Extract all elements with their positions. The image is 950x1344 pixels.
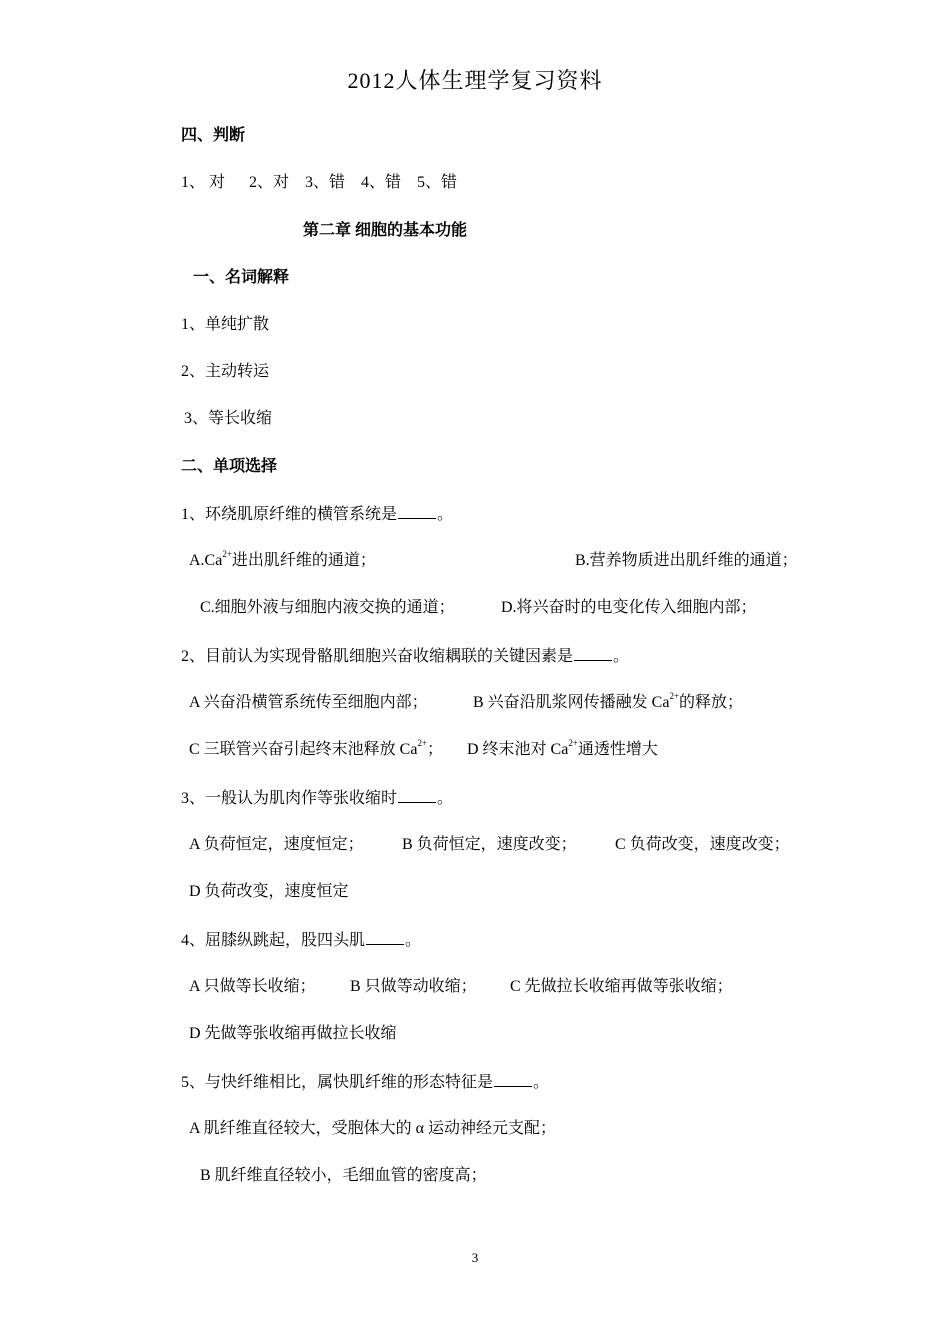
q4-option-c: C 先做拉长收缩再做等张收缩； xyxy=(510,978,733,995)
answer-blank xyxy=(366,930,404,945)
term-item-1: 1、单纯扩散 xyxy=(181,316,270,333)
question-4-stem: 4、屈膝纵跳起，股四头肌 xyxy=(181,932,366,949)
q2-option-d: D 终末池对 $Ca^{2+}$通透性增大 xyxy=(467,737,658,758)
term-item-2: 2、主动转运 xyxy=(181,363,270,380)
page-number: 3 xyxy=(471,1250,479,1265)
q1-option-c: C.细胞外液与细胞内液交换的通道； xyxy=(200,599,455,616)
q1-option-a: $A.Ca^{2+}$进出肌纤维的通道； xyxy=(189,548,376,569)
q2-option-a: A 兴奋沿横管系统传至细胞内部； xyxy=(189,694,428,711)
q1-option-b: B.营养物质进出肌纤维的通道； xyxy=(575,552,798,569)
question-2-stem: 2、目前认为实现骨骼肌细胞兴奋收缩耦联的关键因素是 xyxy=(181,648,574,665)
judge-heading: 四、判断 xyxy=(181,127,246,144)
q2-option-c: C 三联管兴奋引起终末池释放 $Ca^{2+}$； xyxy=(189,737,444,758)
q2-option-b: B 兴奋沿肌浆网传播融发 $Ca^{2+}$的释放； xyxy=(473,690,744,711)
answer-blank xyxy=(574,646,612,661)
page-title: 2012人体生理学复习资料 xyxy=(347,68,603,93)
q3-option-b: B 负荷恒定，速度改变； xyxy=(402,836,577,853)
answer-blank xyxy=(398,788,436,803)
q4-option-d: D 先做等张收缩再做拉长收缩 xyxy=(189,1025,397,1042)
q4-option-a: A 只做等长收缩； xyxy=(189,978,316,995)
q5-option-a: A 肌纤维直径较大，受胞体大的 α 运动神经元支配； xyxy=(189,1120,557,1137)
q1-option-d: D.将兴奋时的电变化传入细胞内部； xyxy=(501,599,757,616)
section-term-definitions: 一、名词解释 xyxy=(193,269,290,286)
answer-blank xyxy=(494,1072,532,1087)
question-1: 1、环绕肌原纤维的横管系统是 。 xyxy=(181,506,454,523)
chapter-heading: 第二章 细胞的基本功能 xyxy=(303,222,468,239)
question-5: 5、与快纤维相比，属快肌纤维的形态特征是 。 xyxy=(181,1074,550,1091)
q3-option-c: C 负荷改变，速度改变； xyxy=(615,836,790,853)
question-3: 3、一般认为肌肉作等张收缩时 。 xyxy=(181,790,454,807)
term-item-3: 3、等长收缩 xyxy=(184,410,273,427)
question-1-stem: 1、环绕肌原纤维的横管系统是 xyxy=(181,506,398,523)
question-3-stem: 3、一般认为肌肉作等张收缩时 xyxy=(181,790,398,807)
question-5-stem: 5、与快纤维相比，属快肌纤维的形态特征是 xyxy=(181,1074,494,1091)
section-single-choice: 二、单项选择 xyxy=(181,458,278,475)
q5-option-b: B 肌纤维直径较小，毛细血管的密度高； xyxy=(200,1167,487,1184)
question-2: 2、目前认为实现骨骼肌细胞兴奋收缩耦联的关键因素是 。 xyxy=(181,648,630,665)
q4-option-b: B 只做等动收缩； xyxy=(350,978,477,995)
answer-blank xyxy=(398,504,436,519)
question-4: 4、屈膝纵跳起，股四头肌 。 xyxy=(181,932,422,949)
q3-option-d: D 负荷改变，速度恒定 xyxy=(189,883,349,900)
judge-answers: 1、 对 2、对 3、错 4、错 5、错 xyxy=(181,174,458,191)
q3-option-a: A 负荷恒定，速度恒定； xyxy=(189,836,364,853)
